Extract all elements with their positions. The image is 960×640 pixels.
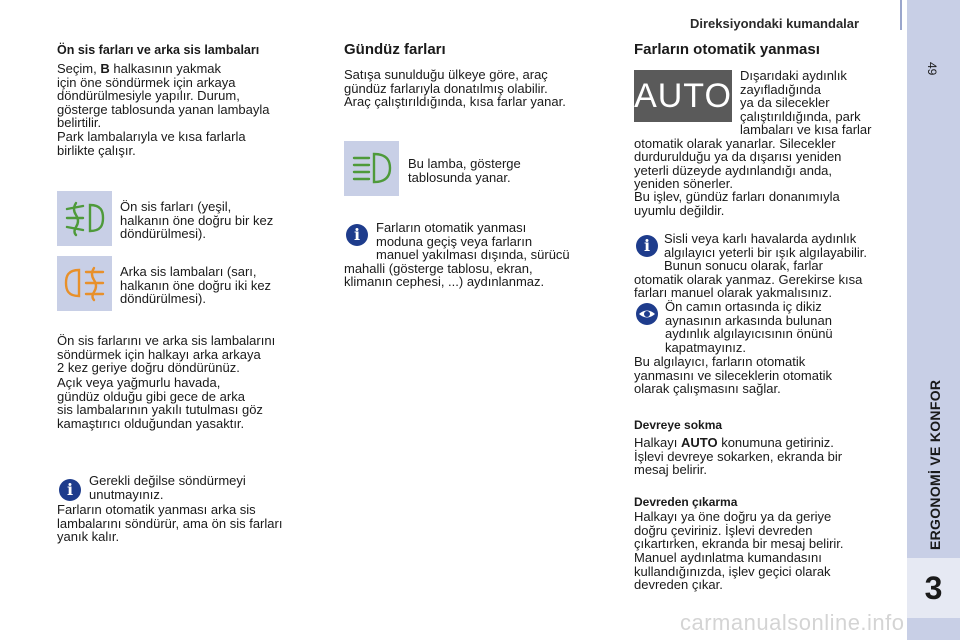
chapter-tab [907,558,960,618]
col1-p5: Farların otomatik yanması arka sis lambalarını söndürür, ama ön sis farları yanık kalır. [57,502,283,544]
rear-fog-lamp-icon [57,256,112,311]
daytime-lamp-icon-box [344,141,399,196]
col3-p1: Dışarıdaki aydınlık zayıfladığında ya da silecekler çalıştırıldığında, park lambaları ve kısa farlar otomatik olarak yanarlar. Silecekler durdurulduğu ya da dışarısı yeniden yeterli düzeyde aydınlandığı anda, yeniden sönerler. [634,68,872,191]
info-icon: i [59,479,81,501]
col2-p1: Satışa sunulduğu ülkeye göre, araç gündüz farlarıyla donatılmış olabilir. Araç çalıştırıldığında, kısa farlar yanar. [344,67,566,109]
col2-heading: Gündüz farları [344,41,446,58]
chapter-number: 3 [924,570,943,606]
info-icon: i [636,235,658,257]
col2-info-text: Farların otomatik yanması moduna geçiş veya farların manuel yakılması dışında, sürücü mahalli (gösterge tablosu, ekran, klimanın cephesi, ...) aydınlanmaz. [344,220,570,289]
col1-heading: Ön sis farları ve arka sis lambaları [57,43,260,57]
rear-fog-text: Arka sis lambaları (sarı, halkanın öne doğru iki kez döndürülmesi). [120,264,272,306]
daytime-running-lamp-icon [344,141,399,196]
watermark: carmanualsonline.info [680,610,905,635]
front-fog-lamp-icon [57,191,112,246]
col1-p2: Park lambalarıyla ve kısa farlarla birlikte çalışır. [57,129,246,158]
header-title: Direksiyondaki kumandalar [690,16,860,31]
col1-p3: Ön sis farlarını ve arka sis lambalarını söndürmek için halkayı arka arkaya 2 kez geriye doğru döndürünüz. [57,333,276,375]
eye-icon [636,303,658,325]
auto-icon-label: AUTO [634,77,732,115]
section-title: ERGONOMİ VE KONFOR [927,379,943,550]
rear-fog-icon-box [57,256,112,311]
col1-p1: Seçim, B halkasının yakmak için öne söndürmek için arkaya döndürülmesiyle yapılır. Durum, gösterge tablosunda yanan lambayla belirtilir. [57,61,270,130]
activate-heading: Devreye sokma [634,418,723,432]
col1-info-text: Gerekli değilse söndürmeyi unutmayınız. [89,473,246,502]
col3-p3: Bu algılayıcı, farların otomatik yanmasını ve sileceklerin otomatik olarak çalışmasını sağlar. [634,354,832,396]
eye-icon-glyph [636,303,658,325]
info-icon: i [346,224,368,246]
page-number: 49 [925,62,939,76]
deactivate-text: Halkayı ya öne doğru ya da geriye doğru çeviriniz. İşlevi devreden çıkartırken, ekranda bir mesaj belirir. [634,509,844,551]
sidebar [907,0,960,640]
front-fog-text: Ön sis farları (yeşil, halkanın öne doğru bir kez döndürülmesi). [120,199,274,241]
daytime-lamp-text: Bu lamba, gösterge tablosunda yanar. [408,156,521,185]
deactivate-text-2: Manuel aydınlatma kumandasını kullandığınızda, işlev geçici olarak devreden çıkar. [634,550,831,592]
col3-heading: Farların otomatik yanması [634,41,820,58]
deactivate-heading: Devreden çıkarma [634,495,738,509]
activate-text: Halkayı AUTO konumuna getiriniz. İşlevi devreye sokarken, ekranda bir mesaj belirir. [634,435,843,477]
col3-p2: Bu işlev, gündüz farları donanımıyla uyumlu değildir. [634,189,840,218]
header-rule [900,0,902,30]
front-fog-icon-box [57,191,112,246]
col1-p4: Açık veya yağmurlu havada, gündüz olduğu gibi gece de arka sis lambalarının yakılı tutulması göz kamaştırıcı olduğundan yasaktır. [57,375,263,431]
col3-info-text: Sisli veya karlı havalarda aydınlık algılayıcı yeterli bir ışık algılayabilir. Bunun sonucu olarak, farlar otomatik olarak yanmaz. Gerekirse kısa farları manuel olarak yakmalısınız. [634,231,868,300]
col3-eye-text: Ön camın ortasında iç dikiz aynasının arkasında bulunan aydınlık algılayıcısının önünü kapatmayınız. [665,299,833,355]
